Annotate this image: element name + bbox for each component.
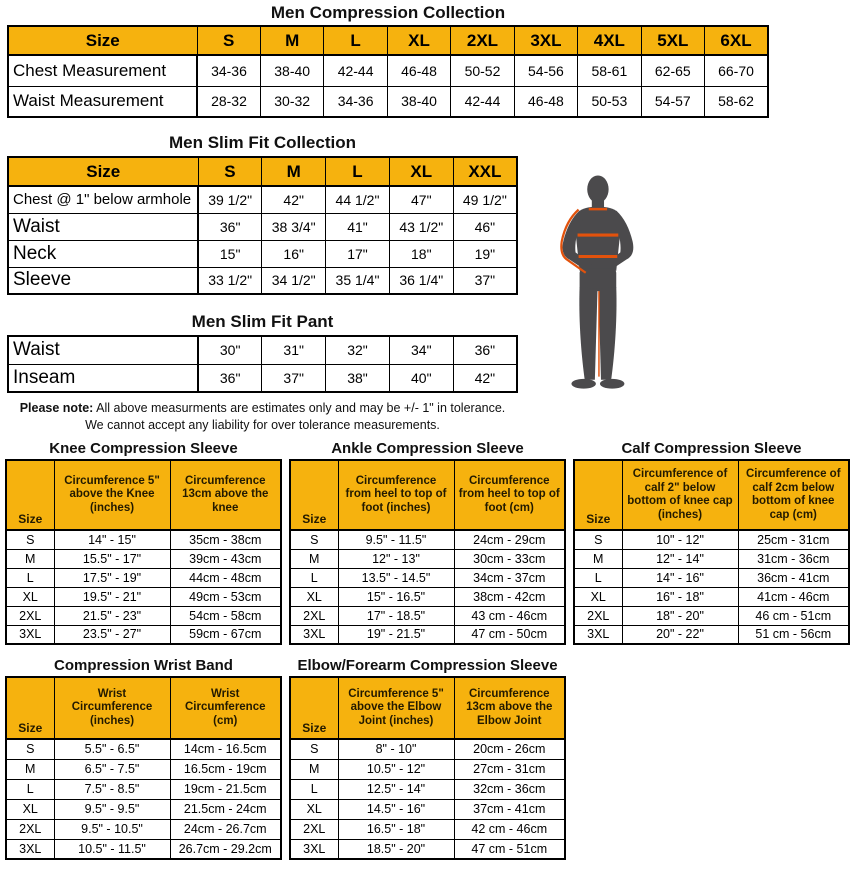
table-row	[574, 587, 849, 606]
value-cell: 30-32	[260, 86, 323, 117]
size-cell: L	[574, 568, 622, 587]
value-cell: 14.5" - 16"	[338, 799, 454, 819]
value-cell: 15.5" - 17"	[54, 549, 170, 568]
table-row	[8, 86, 768, 117]
value-cell: 50-52	[451, 55, 514, 86]
value-cell: 42-44	[324, 55, 387, 86]
value-cell: 27cm - 31cm	[454, 759, 565, 779]
value-cell: 34-36	[197, 55, 260, 86]
value-cell: 38cm - 42cm	[454, 587, 565, 606]
value-cell: 16.5cm - 19cm	[170, 759, 281, 779]
value-cell: 9.5" - 10.5"	[54, 819, 170, 839]
value-cell: 17" - 18.5"	[338, 606, 454, 625]
size-header-cell: S	[197, 26, 260, 55]
size-cell: 2XL	[6, 606, 54, 625]
table-row	[6, 799, 281, 819]
value-cell: 39 1/2"	[198, 186, 262, 213]
size-cell: XL	[290, 587, 338, 606]
value-cell: 20cm - 26cm	[454, 739, 565, 759]
cm-column-header: Circumference 13cm above the knee	[170, 460, 281, 530]
value-cell: 36"	[198, 213, 262, 240]
wrist-table-title: Compression Wrist Band	[54, 657, 233, 674]
size-header-cell: L	[324, 26, 387, 55]
value-cell: 47"	[389, 186, 453, 213]
size-header-cell: 5XL	[641, 26, 704, 55]
value-cell: 35cm - 38cm	[170, 530, 281, 549]
value-cell: 16"	[262, 240, 326, 267]
figure-right-foot	[600, 379, 624, 389]
value-cell: 49 1/2"	[453, 186, 517, 213]
value-cell: 43 1/2"	[389, 213, 453, 240]
value-cell: 15" - 16.5"	[338, 587, 454, 606]
value-cell: 33 1/2"	[198, 267, 262, 294]
table-row	[290, 530, 565, 549]
size-cell: 3XL	[6, 625, 54, 644]
value-cell: 9.5" - 11.5"	[338, 530, 454, 549]
tolerance-note-line1	[2, 400, 523, 417]
value-cell: 12.5" - 14"	[338, 779, 454, 799]
value-cell: 54-57	[641, 86, 704, 117]
value-cell: 51 cm - 56cm	[738, 625, 849, 644]
table-row	[8, 186, 517, 213]
value-cell: 16" - 18"	[622, 587, 738, 606]
cm-column-header: Circumference 13cm above the Elbow Joint	[454, 677, 565, 739]
men-slim-fit-table	[7, 156, 518, 295]
calf-sleeve-block	[573, 440, 850, 645]
table-row	[574, 625, 849, 644]
value-cell: 46-48	[514, 86, 577, 117]
value-cell: 39cm - 43cm	[170, 549, 281, 568]
figure-head	[587, 176, 608, 203]
table-header-row	[290, 677, 565, 739]
value-cell: 59cm - 67cm	[170, 625, 281, 644]
value-cell: 50-53	[578, 86, 641, 117]
value-cell: 14cm - 16.5cm	[170, 739, 281, 759]
value-cell: 12" - 13"	[338, 549, 454, 568]
value-cell: 37cm - 41cm	[454, 799, 565, 819]
value-cell: 34-36	[324, 86, 387, 117]
tolerance-note	[2, 400, 523, 434]
value-cell: 32"	[326, 336, 390, 364]
table-row	[574, 530, 849, 549]
size-cell: S	[290, 739, 338, 759]
size-cell: 3XL	[574, 625, 622, 644]
value-cell: 25cm - 31cm	[738, 530, 849, 549]
value-cell: 34"	[389, 336, 453, 364]
table-header-row	[574, 460, 849, 530]
male-silhouette-svg	[556, 175, 648, 397]
men-slim-fit-pant-table	[7, 335, 518, 393]
size-header-cell: XL	[387, 26, 450, 55]
value-cell: 9.5" - 9.5"	[54, 799, 170, 819]
table-header-row	[8, 26, 768, 55]
value-cell: 10.5" - 12"	[338, 759, 454, 779]
table-row	[6, 759, 281, 779]
table-row	[574, 549, 849, 568]
value-cell: 43 cm - 46cm	[454, 606, 565, 625]
table-row	[290, 759, 565, 779]
table-row	[6, 625, 281, 644]
value-cell: 14" - 16"	[622, 568, 738, 587]
cm-column-header: Circumference of calf 2cm below bottom of knee cap (cm)	[738, 460, 849, 530]
value-cell: 18.5" - 20"	[338, 839, 454, 859]
table-row	[290, 819, 565, 839]
value-cell: 19cm - 21.5cm	[170, 779, 281, 799]
value-cell: 36"	[198, 364, 262, 392]
value-cell: 12" - 14"	[622, 549, 738, 568]
value-cell: 31"	[262, 336, 326, 364]
value-cell: 36 1/4"	[389, 267, 453, 294]
value-cell: 42"	[453, 364, 517, 392]
note-text: All above measurments are estimates only and may be +/- 1" in tolerance.	[93, 401, 506, 415]
ankle-table-title: Ankle Compression Sleeve	[331, 440, 524, 457]
table-row	[8, 364, 517, 392]
size-cell: 3XL	[290, 625, 338, 644]
table-row	[290, 779, 565, 799]
calf-table-title: Calf Compression Sleeve	[621, 440, 802, 457]
wrist-table	[5, 676, 282, 860]
size-header-cell: M	[262, 157, 326, 186]
men-slim-fit-title: Men Slim Fit Collection	[168, 133, 356, 152]
size-cell: 3XL	[6, 839, 54, 859]
table-row	[8, 267, 517, 294]
size-column-header: Size	[6, 677, 54, 739]
value-cell: 18"	[389, 240, 453, 267]
size-column-header: Size	[290, 677, 338, 739]
size-cell: XL	[6, 799, 54, 819]
table-row	[6, 587, 281, 606]
value-cell: 13.5" - 14.5"	[338, 568, 454, 587]
table-row	[290, 606, 565, 625]
value-cell: 19"	[453, 240, 517, 267]
value-cell: 30cm - 33cm	[454, 549, 565, 568]
row-label-cell: Waist Measurement	[8, 86, 197, 117]
size-cell: S	[574, 530, 622, 549]
elbow-sleeve-block	[289, 657, 566, 860]
value-cell: 19" - 21.5"	[338, 625, 454, 644]
figure-left-leg	[579, 287, 597, 380]
size-header-cell: M	[260, 26, 323, 55]
table-header-row	[8, 157, 517, 186]
size-cell: 2XL	[290, 606, 338, 625]
size-cell: L	[290, 568, 338, 587]
size-column-header: Size	[574, 460, 622, 530]
value-cell: 19.5" - 21"	[54, 587, 170, 606]
knee-sleeve-block	[5, 440, 282, 645]
value-cell: 41"	[326, 213, 390, 240]
ankle-sleeve-block	[289, 440, 566, 645]
inches-column-header: Circumference 5" above the Knee (inches)	[54, 460, 170, 530]
value-cell: 54-56	[514, 55, 577, 86]
figure-right-leg	[599, 287, 617, 380]
row-label-cell: Waist	[8, 336, 198, 364]
size-cell: S	[6, 530, 54, 549]
value-cell: 47 cm - 50cm	[454, 625, 565, 644]
table-row	[6, 549, 281, 568]
value-cell: 8" - 10"	[338, 739, 454, 759]
value-cell: 37"	[262, 364, 326, 392]
value-cell: 26.7cm - 29.2cm	[170, 839, 281, 859]
men-slim-fit-pant-title: Men Slim Fit Pant	[191, 312, 334, 331]
table-row	[574, 606, 849, 625]
value-cell: 16.5" - 18"	[338, 819, 454, 839]
table-row	[290, 625, 565, 644]
value-cell: 44cm - 48cm	[170, 568, 281, 587]
value-cell: 17"	[326, 240, 390, 267]
size-cell: M	[574, 549, 622, 568]
size-cell: S	[6, 739, 54, 759]
value-cell: 20" - 22"	[622, 625, 738, 644]
value-cell: 21.5" - 23"	[54, 606, 170, 625]
size-cell: 3XL	[290, 839, 338, 859]
size-cell: L	[6, 568, 54, 587]
value-cell: 47 cm - 51cm	[454, 839, 565, 859]
value-cell: 28-32	[197, 86, 260, 117]
table-row	[290, 799, 565, 819]
value-cell: 7.5" - 8.5"	[54, 779, 170, 799]
value-cell: 46-48	[387, 55, 450, 86]
size-cell: 2XL	[574, 606, 622, 625]
value-cell: 46"	[453, 213, 517, 240]
size-cell: 2XL	[6, 819, 54, 839]
men-compression-table	[7, 25, 769, 118]
table-row	[290, 839, 565, 859]
size-header-cell: XXL	[453, 157, 517, 186]
inches-column-header: Wrist Circumference (inches)	[54, 677, 170, 739]
size-cell: L	[290, 779, 338, 799]
size-header-cell: 4XL	[578, 26, 641, 55]
size-header-cell: 3XL	[514, 26, 577, 55]
row-label-cell: Inseam	[8, 364, 198, 392]
size-column-header: Size	[8, 157, 198, 186]
male-silhouette-figure	[556, 175, 648, 397]
size-cell: M	[6, 759, 54, 779]
value-cell: 54cm - 58cm	[170, 606, 281, 625]
value-cell: 15"	[198, 240, 262, 267]
value-cell: 38-40	[387, 86, 450, 117]
knee-table	[5, 459, 282, 645]
table-row	[8, 336, 517, 364]
size-cell: XL	[6, 587, 54, 606]
size-header-cell: XL	[389, 157, 453, 186]
ankle-table	[289, 459, 566, 645]
cm-column-header: Wrist Circumference (cm)	[170, 677, 281, 739]
size-cell: M	[290, 549, 338, 568]
knee-table-title: Knee Compression Sleeve	[49, 440, 238, 457]
value-cell: 38"	[326, 364, 390, 392]
table-row	[8, 240, 517, 267]
inches-column-header: Circumference 5" above the Elbow Joint (inches)	[338, 677, 454, 739]
table-row	[290, 739, 565, 759]
size-column-header: Size	[290, 460, 338, 530]
value-cell: 34 1/2"	[262, 267, 326, 294]
table-row	[8, 55, 768, 86]
table-row	[6, 530, 281, 549]
row-label-cell: Chest Measurement	[8, 55, 197, 86]
inches-column-header: Circumference from heel to top of foot (inches)	[338, 460, 454, 530]
table-row	[290, 549, 565, 568]
table-row	[574, 568, 849, 587]
value-cell: 42 cm - 46cm	[454, 819, 565, 839]
table-header-row	[290, 460, 565, 530]
value-cell: 31cm - 36cm	[738, 549, 849, 568]
value-cell: 49cm - 53cm	[170, 587, 281, 606]
value-cell: 24cm - 26.7cm	[170, 819, 281, 839]
value-cell: 14" - 15"	[54, 530, 170, 549]
value-cell: 30"	[198, 336, 262, 364]
value-cell: 18" - 20"	[622, 606, 738, 625]
value-cell: 5.5" - 6.5"	[54, 739, 170, 759]
value-cell: 36"	[453, 336, 517, 364]
value-cell: 23.5" - 27"	[54, 625, 170, 644]
elbow-table-title: Elbow/Forearm Compression Sleeve	[297, 657, 558, 674]
sleeve-tables-row-1	[5, 440, 852, 645]
size-header-cell: S	[198, 157, 262, 186]
wrist-band-block	[5, 657, 282, 860]
value-cell: 35 1/4"	[326, 267, 390, 294]
calf-table	[573, 459, 850, 645]
tolerance-note-line2: We cannot accept any liability for over tolerance measurements.	[85, 418, 440, 432]
size-column-header: Size	[6, 460, 54, 530]
note-prefix: Please note:	[19, 401, 94, 415]
table-row	[290, 587, 565, 606]
value-cell: 36cm - 41cm	[738, 568, 849, 587]
size-cell: S	[290, 530, 338, 549]
size-cell: L	[6, 779, 54, 799]
value-cell: 10" - 12"	[622, 530, 738, 549]
size-header-cell: L	[326, 157, 390, 186]
value-cell: 38-40	[260, 55, 323, 86]
table-header-row	[6, 460, 281, 530]
value-cell: 40"	[389, 364, 453, 392]
value-cell: 21.5cm - 24cm	[170, 799, 281, 819]
size-cell: XL	[290, 799, 338, 819]
inches-column-header: Circumference of calf 2" below bottom of knee cap (inches)	[622, 460, 738, 530]
size-header-cell: 2XL	[451, 26, 514, 55]
size-header-cell: 6XL	[705, 26, 769, 55]
row-label-cell: Chest @ 1" below armhole	[8, 186, 198, 213]
size-column-header: Size	[8, 26, 197, 55]
value-cell: 58-61	[578, 55, 641, 86]
value-cell: 10.5" - 11.5"	[54, 839, 170, 859]
row-label-cell: Sleeve	[8, 267, 198, 294]
value-cell: 42"	[262, 186, 326, 213]
value-cell: 6.5" - 7.5"	[54, 759, 170, 779]
value-cell: 44 1/2"	[326, 186, 390, 213]
value-cell: 17.5" - 19"	[54, 568, 170, 587]
table-row	[6, 739, 281, 759]
cm-column-header: Circumference from heel to top of foot (cm)	[454, 460, 565, 530]
size-cell: M	[290, 759, 338, 779]
table-row	[6, 606, 281, 625]
table-row	[6, 819, 281, 839]
row-label-cell: Neck	[8, 240, 198, 267]
value-cell: 24cm - 29cm	[454, 530, 565, 549]
value-cell: 34cm - 37cm	[454, 568, 565, 587]
sleeve-tables-row-2	[5, 657, 852, 860]
value-cell: 32cm - 36cm	[454, 779, 565, 799]
men-compression-title: Men Compression Collection	[270, 3, 506, 22]
value-cell: 66-70	[705, 55, 769, 86]
value-cell: 46 cm - 51cm	[738, 606, 849, 625]
table-row	[290, 568, 565, 587]
value-cell: 37"	[453, 267, 517, 294]
size-cell: 2XL	[290, 819, 338, 839]
value-cell: 41cm - 46cm	[738, 587, 849, 606]
figure-left-foot	[571, 379, 595, 389]
elbow-table	[289, 676, 566, 860]
row-label-cell: Waist	[8, 213, 198, 240]
size-cell: M	[6, 549, 54, 568]
table-row	[8, 213, 517, 240]
table-header-row	[6, 677, 281, 739]
size-cell: XL	[574, 587, 622, 606]
value-cell: 58-62	[705, 86, 769, 117]
value-cell: 38 3/4"	[262, 213, 326, 240]
table-row	[6, 568, 281, 587]
table-row	[6, 839, 281, 859]
value-cell: 62-65	[641, 55, 704, 86]
value-cell: 42-44	[451, 86, 514, 117]
table-row	[6, 779, 281, 799]
